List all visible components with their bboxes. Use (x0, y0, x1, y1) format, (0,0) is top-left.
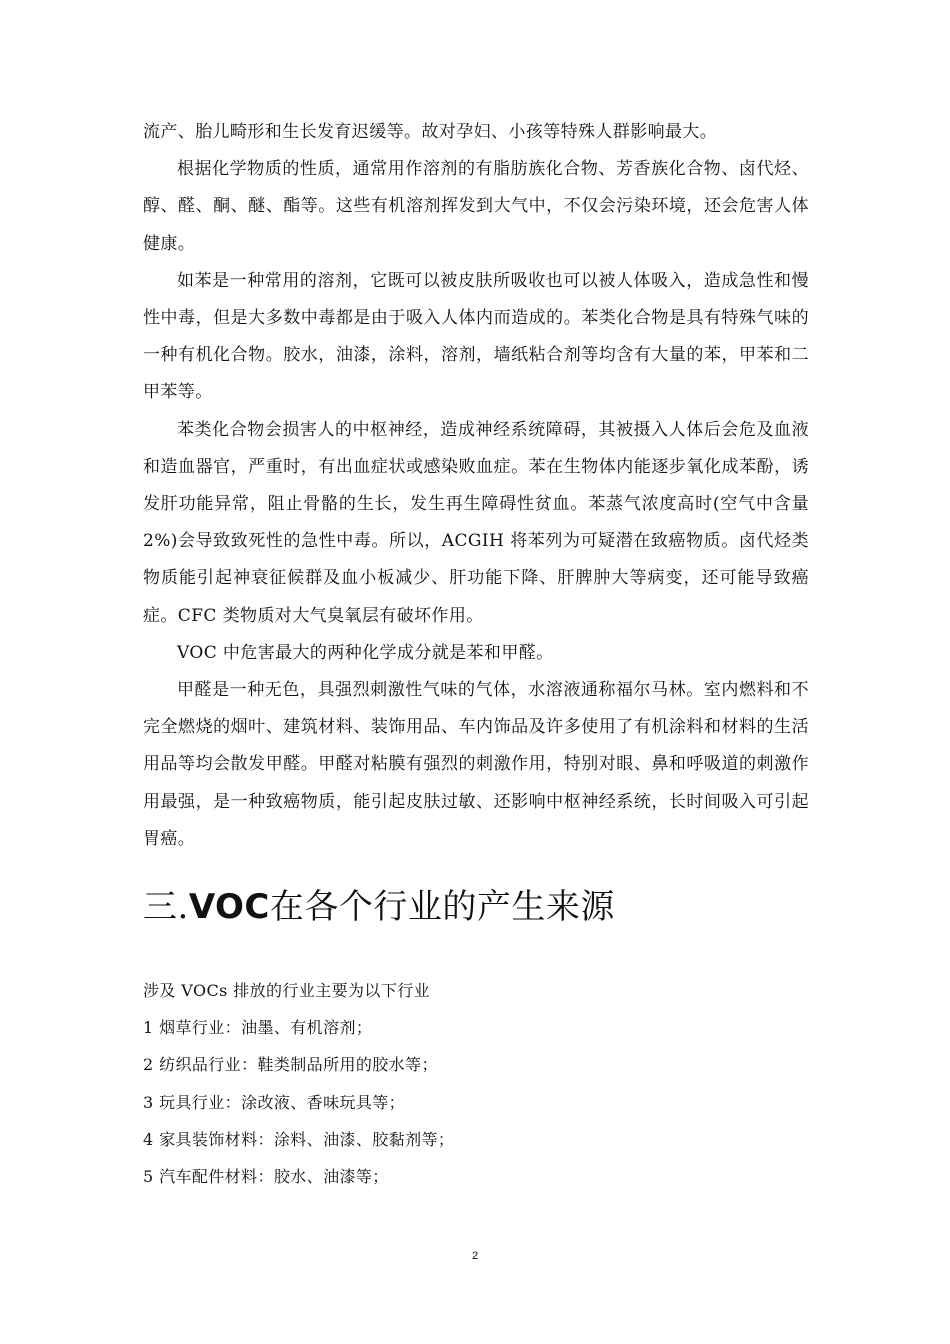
paragraph-formaldehyde: 甲醛是一种无色，具强烈刺激性气味的气体，水溶液通称福尔马林。室内燃料和不完全燃烧的烟叶、建筑材料、装饰用品、车内饰品及许多使用了有机涂料和材料的生活用品等均会散发甲醛。甲醛对粘膜有强烈的刺激作用，特别对眼、鼻和呼吸道的刺激作用最强，是一种致癌物质，能引起皮肤过敏、还影响中枢神经系统，长时间吸入可引起胃癌。 (143, 680, 809, 849)
list-item: 2 纺织品行业：鞋类制品所用的胶水等； (143, 1055, 438, 1075)
list-item: 1 烟草行业：油墨、有机溶剂； (143, 1018, 373, 1038)
page-content (143, 114, 809, 1195)
paragraph-benzene-effects: 苯类化合物会损害人的中枢神经，造成神经系统障碍，其被摄入人体后会危及血液和造血器官，严重时，有出血症状或感染败血症。苯在生物体内能逐步氧化成苯酚，诱发肝功能异常，阻止骨骼的生长，发生再生障碍性贫血。苯蒸气浓度高时(空气中含量 2%)会导致致死性的急性中毒。所以，ACGIH 将苯列为可疑潜在致癌物质。卤代烃类物质能引起神衰征候群及血小板减少、肝功能下降、肝脾肿大等病变，还可能导致癌症。CFC 类物质对大气臭氧层有破坏作用。 (143, 419, 809, 626)
page-number: 2 (471, 1250, 479, 1262)
list-item: 3 玩具行业：涂改液、香味玩具等； (143, 1092, 406, 1112)
list-item: 5 汽车配件材料：胶水、油漆等； (143, 1167, 389, 1187)
paragraph-benzene-solvent: 如苯是一种常用的溶剂，它既可以被皮肤所吸收也可以被人体吸入，造成急性和慢性中毒，但是大多数中毒都是由于吸入人体内而造成的。苯类化合物是具有特殊气味的一种有机化合物。胶水，油漆，涂料，溶剂，墙纸粘合剂等均含有大量的苯，甲苯和二甲苯等。 (143, 270, 809, 403)
paragraph-continuation: 流产、胎儿畸形和生长发育迟缓等。故对孕妇、小孩等特殊人群影响最大。 (143, 122, 718, 142)
section-heading-prefix: 三. (143, 887, 189, 928)
paragraph-solvents: 根据化学物质的性质，通常用作溶剂的有脂肪族化合物、芳香族化合物、卤代烃、醇、醛、酮、醚、酯等。这些有机溶剂挥发到大气中，不仅会污染环境，还会危害人体健康。 (143, 159, 809, 254)
section-heading-voc: VOC (188, 887, 270, 928)
industry-list (143, 972, 809, 1195)
paragraph-voc-hazards: VOC 中危害最大的两种化学成分就是苯和甲醛。 (177, 642, 554, 663)
section-heading-rest: 在各个行业的产生来源 (269, 887, 615, 928)
section-heading (143, 872, 809, 942)
list-intro: 涉及 VOCs 排放的行业主要为以下行业 (143, 981, 431, 1001)
list-item: 4 家具装饰材料：涂料、油漆、胶黏剂等； (143, 1129, 455, 1149)
